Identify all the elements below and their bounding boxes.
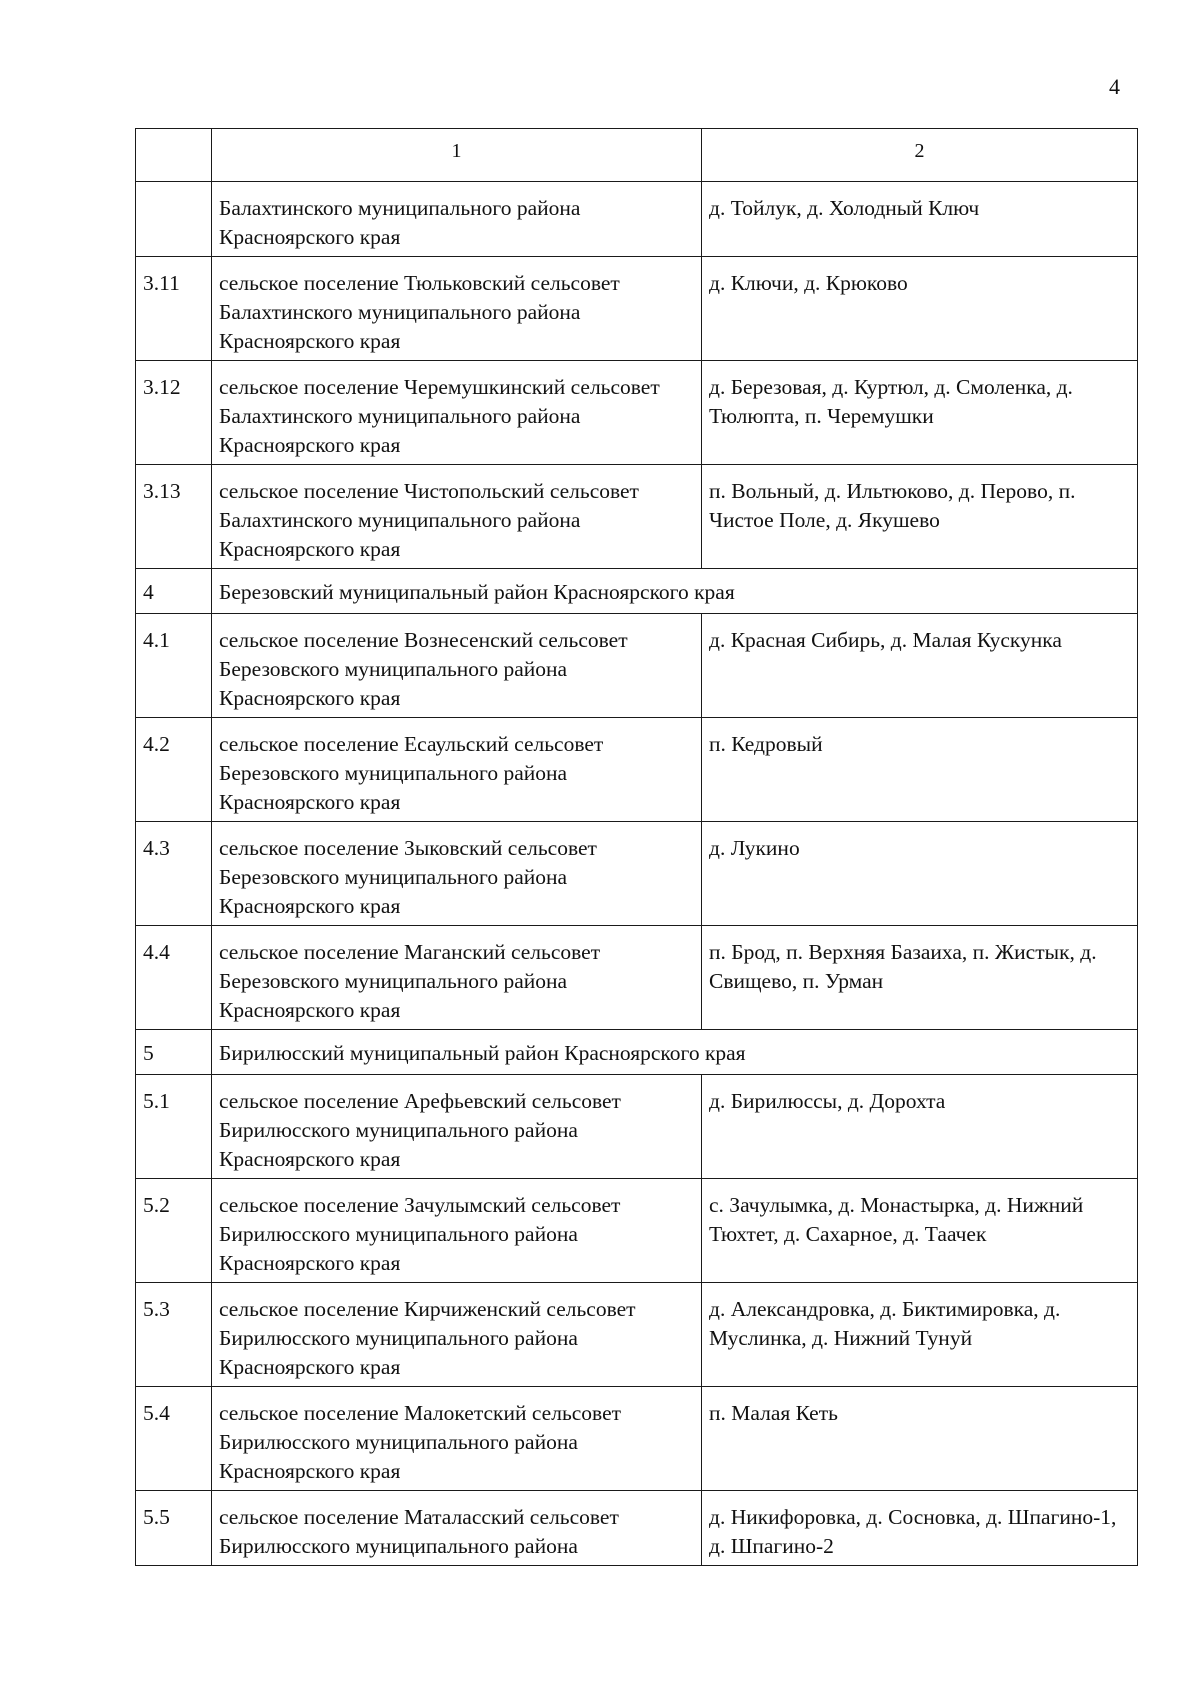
row-number-cell: 5.2: [136, 1179, 212, 1283]
table-header-row: [136, 129, 1138, 182]
table-row: [136, 822, 1138, 926]
table-row: [136, 1387, 1138, 1491]
row-number-cell: 5.5: [136, 1491, 212, 1566]
settlement-name-cell: сельское поселение Есаульский сельсовет Березовского муниципального района Красноярского края: [212, 718, 702, 822]
table-row: [136, 1283, 1138, 1387]
row-number-cell: 4.4: [136, 926, 212, 1030]
row-number-cell: 3.11: [136, 257, 212, 361]
header-num-cell: [136, 129, 212, 182]
settlement-name-cell: сельское поселение Вознесенский сельсовет Березовского муниципального района Красноярского края: [212, 614, 702, 718]
table-row: [136, 1491, 1138, 1566]
table-row: [136, 1075, 1138, 1179]
settlement-name-cell: сельское поселение Черемушкинский сельсовет Балахтинского муниципального района Красноярского края: [212, 361, 702, 465]
header-col2-cell: 2: [702, 129, 1138, 182]
table-row: [136, 718, 1138, 822]
row-number-cell: [136, 182, 212, 257]
section-title-cell: Березовский муниципальный район Красноярского края: [212, 569, 1138, 614]
settlement-name-cell: сельское поселение Маганский сельсовет Березовского муниципального района Красноярского края: [212, 926, 702, 1030]
section-number-cell: 5: [136, 1030, 212, 1075]
settlement-name-cell: сельское поселение Зачулымский сельсовет Бирилюсского муниципального района Красноярского края: [212, 1179, 702, 1283]
table-row: [136, 614, 1138, 718]
settlement-name-cell: сельское поселение Чистопольский сельсовет Балахтинского муниципального района Красноярского края: [212, 465, 702, 569]
section-number-cell: 4: [136, 569, 212, 614]
places-cell: д. Красная Сибирь, д. Малая Кускунка: [702, 614, 1138, 718]
page-number: 4: [1109, 74, 1120, 99]
row-number-cell: 4.3: [136, 822, 212, 926]
row-number-cell: 3.13: [136, 465, 212, 569]
row-number-cell: 5.4: [136, 1387, 212, 1491]
places-cell: д. Березовая, д. Куртюл, д. Смоленка, д. Тюлюпта, п. Черемушки: [702, 361, 1138, 465]
row-number-cell: 5.1: [136, 1075, 212, 1179]
places-cell: д. Лукино: [702, 822, 1138, 926]
settlements-table: [135, 128, 1138, 1566]
settlement-name-cell: сельское поселение Тюльковский сельсовет Балахтинского муниципального района Красноярского края: [212, 257, 702, 361]
table-row: [136, 926, 1138, 1030]
places-cell: д. Ключи, д. Крюково: [702, 257, 1138, 361]
row-number-cell: 4.2: [136, 718, 212, 822]
places-cell: с. Зачулымка, д. Монастырка, д. Нижний Тюхтет, д. Сахарное, д. Таачек: [702, 1179, 1138, 1283]
settlement-name-cell: сельское поселение Маталасский сельсовет Бирилюсского муниципального района: [212, 1491, 702, 1566]
section-title-cell: Бирилюсский муниципальный район Красноярского края: [212, 1030, 1138, 1075]
row-number-cell: 4.1: [136, 614, 212, 718]
places-cell: п. Вольный, д. Ильтюково, д. Перово, п. Чистое Поле, д. Якушево: [702, 465, 1138, 569]
places-cell: п. Брод, п. Верхняя Базаиха, п. Жистык, д. Свищево, п. Урман: [702, 926, 1138, 1030]
settlement-name-cell: сельское поселение Зыковский сельсовет Березовского муниципального района Красноярского края: [212, 822, 702, 926]
settlement-name-cell: сельское поселение Кирчиженский сельсовет Бирилюсского муниципального района Красноярского края: [212, 1283, 702, 1387]
table-row: [136, 361, 1138, 465]
table-row: [136, 465, 1138, 569]
places-cell: д. Никифоровка, д. Сосновка, д. Шпагино-1, д. Шпагино-2: [702, 1491, 1138, 1566]
places-cell: п. Кедровый: [702, 718, 1138, 822]
table-row: [136, 257, 1138, 361]
places-cell: д. Бирилюссы, д. Дорохта: [702, 1075, 1138, 1179]
row-number-cell: 5.3: [136, 1283, 212, 1387]
header-col1-cell: 1: [212, 129, 702, 182]
settlement-name-cell: Балахтинского муниципального района Красноярского края: [212, 182, 702, 257]
settlement-name-cell: сельское поселение Малокетский сельсовет Бирилюсского муниципального района Красноярского края: [212, 1387, 702, 1491]
places-cell: д. Александровка, д. Биктимировка, д. Муслинка, д. Нижний Тунуй: [702, 1283, 1138, 1387]
row-number-cell: 3.12: [136, 361, 212, 465]
table-row: [136, 1179, 1138, 1283]
table-row: [136, 182, 1138, 257]
settlement-name-cell: сельское поселение Арефьевский сельсовет Бирилюсского муниципального района Красноярского края: [212, 1075, 702, 1179]
section-row: [136, 1030, 1138, 1075]
section-row: [136, 569, 1138, 614]
places-cell: п. Малая Кеть: [702, 1387, 1138, 1491]
places-cell: д. Тойлук, д. Холодный Ключ: [702, 182, 1138, 257]
